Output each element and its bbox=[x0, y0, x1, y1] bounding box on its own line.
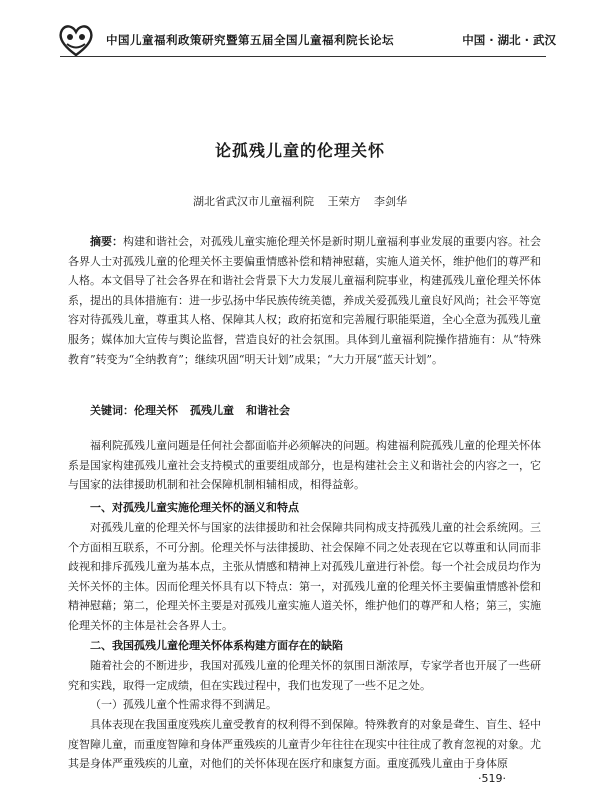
children-welfare-logo-icon bbox=[56, 20, 96, 60]
abstract bbox=[68, 232, 541, 369]
author-line bbox=[0, 193, 600, 209]
keyword: 伦理关怀 bbox=[134, 404, 178, 417]
header-divider bbox=[60, 56, 546, 57]
keywords bbox=[68, 401, 541, 421]
section-paragraph: 对孤残儿童的伦理关怀与国家的法律援助和社会保障共同构成支持孤残儿童的社会系统网。三个方面相互联系，不可分割。伦理关怀与法律援助、社会保障不同之处表现在它以尊重和认同而非歧视和排斥孤残儿童为基本点，主张从情感和精神上对孤残儿童进行补偿。每一个社会成员均作为关怀关怀的主体。因而伦理关怀具有以下特点：第一，对孤残儿童的伦理关怀主要偏重情感补偿和精神慰藉；第二，伦理关怀主要是对孤残儿童实施人道关怀，维护他们的尊严和人格；第三，实施伦理关怀的主体是社会各界人士。 bbox=[68, 521, 541, 632]
subsection-heading: （一）孤残儿童个性需求得不到满足。 bbox=[90, 698, 277, 711]
keyword: 孤残儿童 bbox=[190, 404, 234, 417]
section-paragraph: 具体表现在我国重度残疾儿童受教育的权利得不到保障。特殊教育的对象是聋生、盲生、轻中度智障儿童，而重度智障和身体严重残疾的儿童青少年往往在现实中往往成了教育忽视的对象。尤其是身体严重残疾的儿童，对他们的关怀体现在医疗和康复方面。重度孤残儿童由于身体原 bbox=[68, 718, 541, 771]
page-number: ·519· bbox=[478, 772, 506, 785]
author-affiliation: 湖北省武汉市儿童福利院 bbox=[193, 195, 314, 208]
author-name: 王荣方 bbox=[327, 195, 361, 208]
conference-location: 中国 · 湖北 · 武汉 bbox=[462, 33, 556, 47]
author-name: 李剑华 bbox=[374, 195, 407, 208]
abstract-label: 摘要： bbox=[90, 235, 123, 248]
keywords-label: 关键词： bbox=[90, 404, 134, 417]
abstract-text: 构建和谐社会，对孤残儿童实施伦理关怀是新时期儿童福利事业发展的重要内容。社会各界人士对孤残儿童的伦理关怀主要偏重情感补偿和精神慰藉，实施人道关怀，维护他们的尊严和人格。本文倡导了社会各界在和谐社会背景下大力发展儿童福利院事业，构建孤残儿童伦理关怀体系，提出的具体措施有：进一步弘扬中华民族传统美德，养成关爱孤残儿童良好风尚；社会平等宽容对待孤残儿童，尊重其人格、保障其人权；政府拓宽和完善履行职能渠道，全心全意为孤残儿童服务；媒体加大宣传与舆论监督，营造良好的社会氛围。具体到儿童福利院操作措施有：从“特殊教育”转变为“全纳教育”；继续巩固“明天计划”成果；“大力开展“蓝天计划”。 bbox=[68, 235, 541, 366]
section-heading: 二、我国孤残儿童伦理关怀体系构建方面存在的缺陷 bbox=[90, 639, 343, 652]
article-title: 论孤残儿童的伦理关怀 bbox=[214, 141, 385, 160]
conference-title: 中国儿童福利政策研究暨第五届全国儿童福利院长论坛 bbox=[106, 33, 394, 47]
intro-paragraph: 福利院孤残儿童问题是任何社会都面临并必须解决的问题。构建福利院孤残儿童的伦理关怀体系是国家构建孤残儿童社会支持模式的重要组成部分，也是构建社会主义和谐社会的内容之一，它与国家的法律援助机制和社会保障机制相辅相成，相得益彰。 bbox=[68, 439, 541, 492]
page-header bbox=[56, 20, 556, 64]
section-paragraph: 随着社会的不断进步，我国对孤残儿童的伦理关怀的氛围日渐浓厚，专家学者也开展了一些研究和实践，取得一定成绩，但在实践过程中，我们也发现了一些不足之处。 bbox=[68, 659, 541, 692]
section-heading: 一、对孤残儿童实施伦理关怀的涵义和特点 bbox=[90, 501, 299, 514]
keyword: 和谐社会 bbox=[246, 404, 290, 417]
